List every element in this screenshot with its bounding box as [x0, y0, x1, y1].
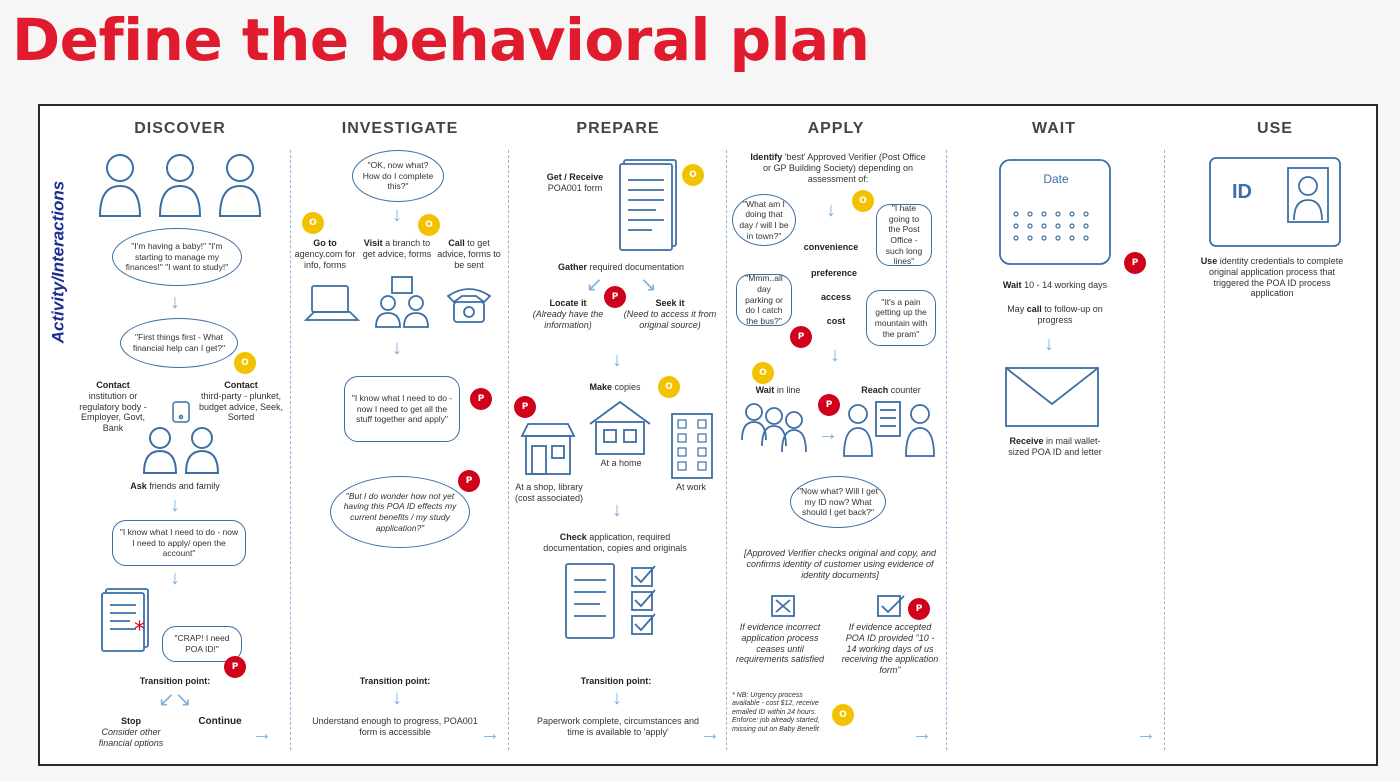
thought-bubble: "First things first - What financial help can I get?"	[120, 318, 238, 368]
pain-point-badge: P	[458, 470, 480, 492]
identify-verifier-text: Identify 'best' Approved Verifier (Post Office or GP Building Society) depending on assessment of:	[750, 152, 926, 184]
down-arrow-icon: ↓	[392, 687, 402, 709]
home-icon	[588, 400, 652, 456]
verifier-check-text: [Approved Verifier checks original and copy, and confirms identity of customer using evidence of identity documents]	[743, 548, 937, 580]
stage-use: USE	[1257, 120, 1293, 137]
speech-bubble: "I hate going to the Post Office - such long lines"	[876, 204, 932, 266]
evidence-accepted-text: If evidence accepted POA ID provided "10 - 14 working days of us receiving the application form"	[841, 622, 939, 676]
rejected-box-icon	[770, 594, 796, 618]
contact-institution-text: Contact institution or regulatory body - Employer, Govt, Bank	[79, 380, 147, 434]
side-label: Activity/Interactions	[48, 180, 67, 344]
card-id-label: ID	[1232, 181, 1252, 203]
opportunity-badge: O	[302, 212, 324, 234]
transition-text: Paperwork complete, circumstances and time is available to 'apply'	[536, 716, 700, 737]
down-arrow-icon: ↓	[392, 337, 402, 359]
svg-text:*: *	[134, 618, 145, 643]
gather-docs-text: Gather required documentation	[557, 262, 685, 272]
seek-it-text: Seek it (Need to access it from original source)	[623, 298, 717, 330]
checklist-icon	[560, 562, 660, 644]
opportunity-badge: O	[832, 704, 854, 726]
stage-prepare: PREPARE	[576, 120, 660, 137]
transition-point-label: Transition point:	[139, 676, 211, 686]
factor-convenience: convenience	[803, 242, 859, 252]
thought-bubble: "But I do wonder how not yet having this POA ID effects my current benefits / my study application?"	[330, 476, 470, 548]
thought-bubble: "I know what I need to do - now I need to apply/ open the account"	[112, 520, 246, 566]
factor-preference: preference	[810, 268, 858, 278]
down-arrow-icon: ↓	[1044, 333, 1054, 355]
thought-bubble: "Mmm..all day parking or do I catch the bus?"	[736, 274, 792, 326]
receive-mail-text: Receive in mail wallet-sized POA ID and letter	[1008, 436, 1102, 457]
call-follow-up-text: May call to follow-up on progress	[1007, 304, 1103, 325]
stage-discover: DISCOVER	[134, 120, 226, 137]
reach-counter-text: Reach counter	[861, 385, 921, 395]
pain-point-badge: P	[604, 286, 626, 308]
stage-investigate: INVESTIGATE	[341, 120, 459, 137]
opportunity-badge: O	[852, 190, 874, 212]
right-arrow-icon: →	[912, 723, 932, 745]
speech-bubble: "CRAP! I need POA ID!"	[162, 626, 242, 662]
pain-point-badge: P	[818, 394, 840, 416]
down-arrow-icon: ↘	[640, 274, 657, 296]
down-arrow-icon: ↓	[392, 204, 402, 226]
pain-point-badge: P	[1124, 252, 1146, 274]
contact-thirdparty-text: Contact third-party - plunket, budget advice, Seek, Sorted	[198, 380, 284, 423]
calendar-label: Date	[1043, 172, 1069, 186]
continue-option: Continue	[198, 716, 242, 727]
stage-wait: WAIT	[1032, 120, 1076, 137]
visit-branch-text: Visit a branch to get advice, forms	[362, 238, 432, 259]
opportunity-badge: O	[752, 362, 774, 384]
opportunity-badge: O	[418, 214, 440, 236]
transition-point-label: Transition point:	[359, 676, 431, 686]
right-arrow-icon: →	[700, 723, 720, 745]
at-work-text: At work	[675, 482, 706, 492]
right-arrow-icon: →	[818, 423, 838, 445]
right-arrow-icon: →	[480, 723, 500, 745]
thought-bubble: "OK, now what? How do I complete this?"	[352, 150, 444, 202]
evidence-incorrect-text: If evidence incorrect application process ceases until requirements satisfied	[735, 622, 825, 665]
opportunity-badge: O	[682, 164, 704, 186]
factor-access: access	[820, 292, 852, 302]
locate-it-text: Locate it (Already have the information)	[532, 298, 604, 330]
thought-bubble: "What am I doing that day / will I be in town?"	[732, 194, 796, 246]
stage-separator	[946, 150, 947, 750]
stage-separator	[508, 150, 509, 750]
at-home-text: At a home	[600, 458, 642, 468]
form-document-icon	[100, 585, 156, 655]
stage-separator	[726, 150, 727, 750]
opportunity-badge: O	[658, 376, 680, 398]
down-arrow-icon: ↓	[826, 199, 836, 221]
call-text: Call to get advice, forms to be sent	[437, 238, 501, 270]
phone-icon	[170, 400, 192, 424]
down-arrow-icon: ↓	[612, 687, 622, 709]
stage-apply: APPLY	[807, 120, 865, 137]
pain-point-badge: P	[470, 388, 492, 410]
thought-bubble: "It's a pain getting up the mountain with the pram"	[866, 290, 936, 346]
laptop-icon	[304, 282, 360, 326]
counter-service-icon	[840, 398, 940, 458]
envelope-icon	[1004, 366, 1100, 428]
office-building-icon	[670, 412, 714, 480]
right-arrow-icon: →	[252, 723, 272, 745]
urgency-footnote: * NB: Urgency process available - cost $12, receive emailed ID within 24 hours. Enforce: job already started, missing out on Baby Benefit	[732, 692, 820, 733]
opportunity-badge: O	[234, 352, 256, 374]
wait-days-text: Wait 10 - 14 working days	[1002, 280, 1108, 290]
down-arrow-icon: ↓	[612, 349, 622, 371]
stop-option: Stop Consider other financial options	[98, 716, 164, 748]
split-arrow-icon: ↙↘	[158, 689, 192, 711]
form-document-icon	[616, 158, 680, 254]
telephone-icon	[444, 282, 494, 326]
down-arrow-icon: ↓	[612, 499, 622, 521]
goto-agency-text: Go to agency.com for info, forms	[294, 238, 356, 270]
ask-friends-text: Ask friends and family	[130, 481, 220, 491]
down-arrow-icon: ↓	[830, 344, 840, 366]
down-arrow-icon: ↙	[586, 274, 603, 296]
pain-point-badge: P	[514, 396, 536, 418]
branch-visit-icon	[374, 275, 430, 329]
friends-icon	[140, 425, 226, 475]
wait-in-line-text: Wait in line	[755, 385, 801, 395]
down-arrow-icon: ↓	[170, 567, 180, 589]
pain-point-badge: P	[224, 656, 246, 678]
at-shop-text: At a shop, library (cost associated)	[514, 482, 584, 503]
check-application-text: Check application, required documentation, copies and originals	[543, 532, 687, 553]
make-copies-text: Make copies	[589, 382, 641, 392]
right-arrow-icon: →	[1136, 723, 1156, 745]
queue-icon	[740, 400, 820, 458]
thought-bubble: "I know what I need to do - now I need to get all the stuff together and apply"	[344, 376, 460, 442]
page-title: Define the behavioral plan	[12, 6, 870, 74]
stage-separator	[1164, 150, 1165, 750]
accepted-box-icon	[876, 594, 906, 618]
down-arrow-icon: ↓	[170, 494, 180, 516]
transition-point-label: Transition point:	[580, 676, 652, 686]
people-icon	[96, 150, 268, 220]
thought-bubble: "I'm having a baby!" "I'm starting to manage my finances!" "I want to study!"	[112, 228, 242, 286]
down-arrow-icon: ↓	[170, 291, 180, 313]
shop-icon	[518, 418, 578, 476]
pain-point-badge: P	[790, 326, 812, 348]
transition-text: Understand enough to progress, POA001 form is accessible	[312, 716, 478, 737]
get-receive-text: Get / Receive POA001 form	[546, 172, 604, 193]
factor-cost: cost	[826, 316, 846, 326]
use-credentials-text: Use identity credentials to complete original application process that triggered the POA ID process application	[1200, 256, 1344, 299]
thought-bubble: "Now what? Will I get my ID now? What should I get back?"	[790, 476, 886, 528]
pain-point-badge: P	[908, 598, 930, 620]
